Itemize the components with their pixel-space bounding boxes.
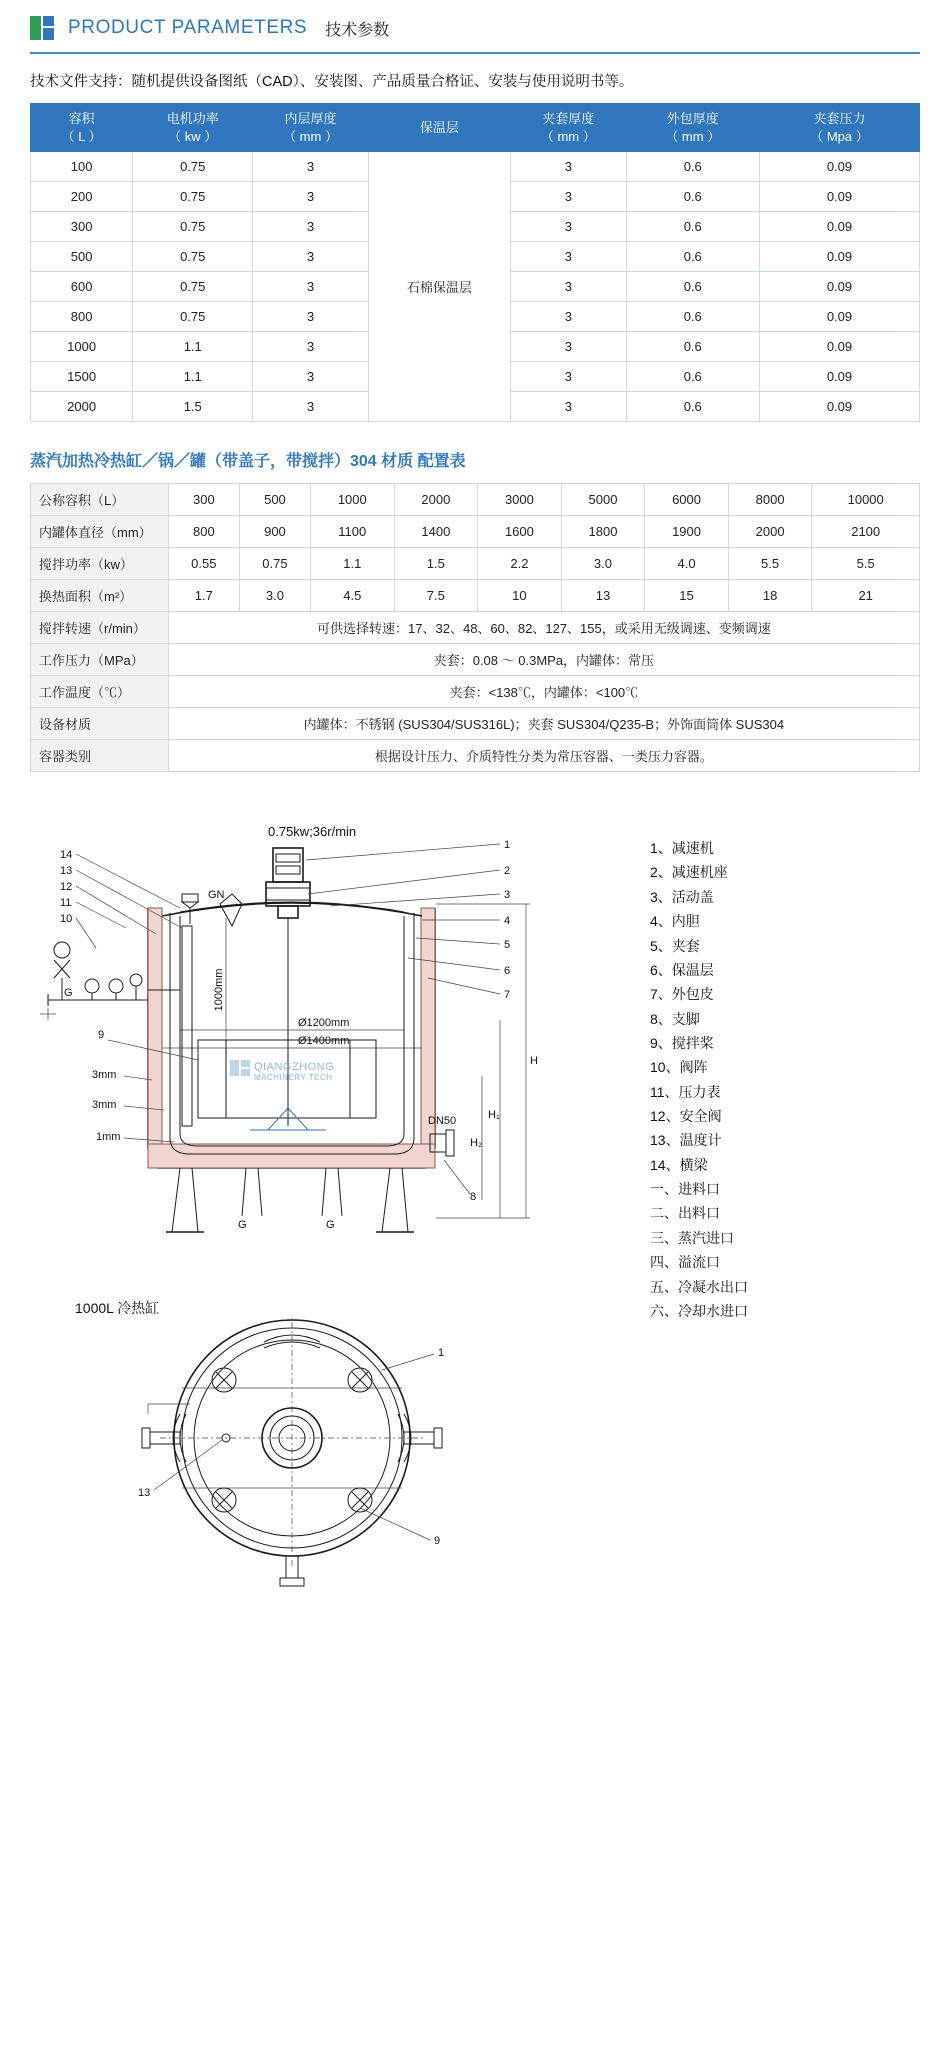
config-cell: 1.1 [311, 548, 395, 580]
cell-inner-thickness: 3 [253, 242, 369, 272]
th-outer-thickness: 外包厚度 （ mm ） [626, 104, 759, 152]
svg-text:G: G [238, 1219, 247, 1232]
config-cell: 5000 [561, 484, 645, 516]
cell-outer-thickness: 0.6 [626, 392, 759, 422]
config-cell: 18 [728, 580, 812, 612]
legend-item: 6、保温层 [650, 961, 714, 978]
config-cell: 7.5 [394, 580, 478, 612]
cell-volume: 1500 [31, 362, 133, 392]
config-cell: 1.7 [168, 580, 239, 612]
plan-callout-13: 13 [138, 1487, 151, 1500]
cell-inner-thickness: 3 [253, 392, 369, 422]
cell-outer-thickness: 0.6 [626, 302, 759, 332]
config-row-label: 容器类别 [31, 740, 169, 772]
config-row-label: 工作压力（MPa） [31, 644, 169, 676]
config-cell: 6000 [645, 484, 729, 516]
cell-jacket-pressure: 0.09 [759, 242, 919, 272]
callout-4: 4 [504, 915, 511, 928]
thickness-label-1: 3mm [92, 1069, 117, 1082]
config-cell: 1000 [311, 484, 395, 516]
plan-drawing [30, 1318, 630, 1588]
figure-caption: 1000L 冷热缸 [75, 1300, 160, 1317]
config-row-label: 搅拌功率（kw） [31, 548, 169, 580]
svg-text:GN: GN [208, 889, 225, 902]
cell-outer-thickness: 0.6 [626, 242, 759, 272]
config-row-label: 搅拌转速（r/min） [31, 612, 169, 644]
cell-volume: 500 [31, 242, 133, 272]
legend-item: 11、压力表 [650, 1083, 721, 1100]
section-title-config: 蒸汽加热冷热缸／锅／罐（带盖子，带搅拌）304 材质 配置表 [30, 453, 466, 471]
config-cell-merged: 内罐体：不锈钢 (SUS304/SUS316L)；夹套 SUS304/Q235-B；外饰面筒体 SUS304 [168, 708, 919, 740]
cell-jacket-thickness: 3 [511, 212, 627, 242]
config-row-label: 工作温度（℃） [31, 676, 169, 708]
page-title-en: PRODUCT PARAMETERS [68, 17, 308, 38]
legend-list [650, 836, 748, 1323]
cell-volume: 300 [31, 212, 133, 242]
config-cell: 3.0 [239, 580, 310, 612]
table-row [31, 152, 920, 182]
callout-13: 13 [60, 865, 73, 878]
cell-motor-power: 0.75 [133, 212, 253, 242]
config-cell-merged: 夹套：0.08 ～ 0.3MPa，内罐体：常压 [168, 644, 919, 676]
cell-inner-thickness: 3 [253, 362, 369, 392]
callout-14: 14 [60, 849, 73, 862]
cell-outer-thickness: 0.6 [626, 272, 759, 302]
cell-volume: 800 [31, 302, 133, 332]
config-cell: 0.75 [239, 548, 310, 580]
dimension-H2: H₂ [470, 1137, 483, 1150]
config-cell-merged: 夹套：<138℃，内罐体：<100℃ [168, 676, 919, 708]
legend-item: 六、冷却水进口 [650, 1302, 748, 1319]
cell-inner-thickness: 3 [253, 182, 369, 212]
cell-jacket-thickness: 3 [511, 182, 627, 212]
logo-icon [30, 14, 58, 42]
legend-item: 五、冷凝水出口 [650, 1278, 748, 1295]
legend-item: 10、阀阵 [650, 1059, 708, 1076]
config-cell: 5.5 [812, 548, 920, 580]
cell-jacket-thickness: 3 [511, 302, 627, 332]
cell-jacket-thickness: 3 [511, 272, 627, 302]
th-inner-thickness: 内层厚度 （ mm ） [253, 104, 369, 152]
callout-6: 6 [504, 965, 511, 978]
th-insulation: 保温层 [368, 104, 510, 152]
config-row-label: 公称容积（L） [31, 484, 169, 516]
cell-volume: 600 [31, 272, 133, 302]
config-cell: 4.5 [311, 580, 395, 612]
config-cell: 500 [239, 484, 310, 516]
config-cell: 2000 [394, 484, 478, 516]
legend-item: 二、出料口 [650, 1205, 720, 1222]
plan-callout-1: 1 [438, 1347, 445, 1360]
config-cell: 1.5 [394, 548, 478, 580]
config-cell: 1400 [394, 516, 478, 548]
thickness-label-2: 3mm [92, 1099, 117, 1112]
cell-volume: 100 [31, 152, 133, 182]
cell-motor-power: 0.75 [133, 302, 253, 332]
th-jacket-pressure: 夹套压力 （ Mpa ） [759, 104, 919, 152]
thickness-label-3: 1mm [96, 1131, 121, 1144]
cell-jacket-pressure: 0.09 [759, 272, 919, 302]
inner-diameter-label: Ø1200mm [298, 1017, 350, 1030]
callout-10: 10 [60, 913, 73, 926]
callout-3: 3 [504, 889, 511, 902]
config-cell-merged: 根据设计压力、介质特性分类为常压容器、一类压力容器。 [168, 740, 919, 772]
config-cell: 3.0 [561, 548, 645, 580]
cell-jacket-pressure: 0.09 [759, 302, 919, 332]
cell-volume: 2000 [31, 392, 133, 422]
cell-motor-power: 0.75 [133, 182, 253, 212]
config-row [31, 548, 920, 580]
config-row [31, 580, 920, 612]
callout-9: 9 [98, 1029, 105, 1042]
config-cell: 0.55 [168, 548, 239, 580]
cell-outer-thickness: 0.6 [626, 362, 759, 392]
cell-jacket-thickness: 3 [511, 362, 627, 392]
config-row [31, 740, 920, 772]
cell-motor-power: 1.1 [133, 332, 253, 362]
callout-11: 11 [60, 897, 72, 910]
cell-motor-power: 0.75 [133, 152, 253, 182]
callout-1: 1 [504, 839, 511, 852]
svg-text:G: G [326, 1219, 335, 1232]
cell-jacket-thickness: 3 [511, 152, 627, 182]
legend-item: 7、外包皮 [650, 986, 714, 1003]
legend-item: 4、内胆 [650, 913, 700, 930]
legend-item: 12、安全阀 [650, 1108, 722, 1125]
callout-2: 2 [504, 865, 511, 878]
config-cell: 1600 [478, 516, 562, 548]
config-row-label: 内罐体直径（mm） [31, 516, 169, 548]
nozzle-label: DN50 [428, 1115, 457, 1128]
cell-jacket-thickness: 3 [511, 332, 627, 362]
legend-item: 三、蒸汽进口 [650, 1229, 734, 1246]
legend-item: 14、横梁 [650, 1156, 708, 1173]
config-cell: 13 [561, 580, 645, 612]
config-cell: 800 [168, 516, 239, 548]
cell-jacket-pressure: 0.09 [759, 392, 919, 422]
cell-jacket-thickness: 3 [511, 392, 627, 422]
cell-motor-power: 1.5 [133, 392, 253, 422]
config-row [31, 676, 920, 708]
cell-volume: 200 [31, 182, 133, 212]
cell-inner-thickness: 3 [253, 302, 369, 332]
config-row [31, 484, 920, 516]
cell-jacket-pressure: 0.09 [759, 152, 919, 182]
config-cell: 300 [168, 484, 239, 516]
config-row [31, 708, 920, 740]
config-row [31, 612, 920, 644]
cell-motor-power: 0.75 [133, 242, 253, 272]
table-header-row [31, 104, 920, 152]
intro-text: 技术文件支持：随机提供设备图纸（CAD）、安装图、产品质量合格证、安装与使用说明书等。 [30, 74, 634, 90]
cell-jacket-thickness: 3 [511, 242, 627, 272]
callout-5: 5 [504, 939, 511, 952]
config-cell: 1800 [561, 516, 645, 548]
cell-outer-thickness: 0.6 [626, 152, 759, 182]
legend-item: 5、夹套 [650, 937, 700, 954]
cell-motor-power: 1.1 [133, 362, 253, 392]
config-cell: 8000 [728, 484, 812, 516]
cell-outer-thickness: 0.6 [626, 212, 759, 242]
legend-item: 13、温度计 [650, 1132, 722, 1149]
config-row-label: 换热面积（m²） [31, 580, 169, 612]
config-cell: 4.0 [645, 548, 729, 580]
watermark-text: QIANGZHONG [254, 1061, 335, 1074]
cell-insulation-layer: 石棉保温层 [368, 152, 510, 422]
legend-item: 一、进料口 [650, 1181, 720, 1198]
config-cell: 10000 [812, 484, 920, 516]
config-cell: 21 [812, 580, 920, 612]
th-volume: 容积 （ L ） [31, 104, 133, 152]
legend-item: 8、支脚 [650, 1010, 700, 1027]
config-cell: 1100 [311, 516, 395, 548]
cell-outer-thickness: 0.6 [626, 182, 759, 212]
config-row [31, 644, 920, 676]
cell-jacket-pressure: 0.09 [759, 362, 919, 392]
cell-outer-thickness: 0.6 [626, 332, 759, 362]
cell-motor-power: 0.75 [133, 272, 253, 302]
legend-item: 2、减速机座 [650, 864, 728, 881]
legend-item: 1、减速机 [650, 840, 714, 857]
config-cell: 10 [478, 580, 562, 612]
page-title-cn: 技术参数 [325, 21, 390, 39]
callout-12: 12 [60, 881, 73, 894]
elevation-drawing [30, 808, 630, 1278]
config-cell: 900 [239, 516, 310, 548]
svg-text:G: G [64, 987, 73, 1000]
configuration-table [30, 483, 920, 772]
cell-volume: 1000 [31, 332, 133, 362]
cell-jacket-pressure: 0.09 [759, 182, 919, 212]
dimension-H1: H₁ [488, 1109, 500, 1122]
config-row [31, 516, 920, 548]
config-cell: 2000 [728, 516, 812, 548]
watermark-subtext: MACHINERY TECH [254, 1073, 333, 1083]
th-jacket-thickness: 夹套厚度 （ mm ） [511, 104, 627, 152]
cell-jacket-pressure: 0.09 [759, 212, 919, 242]
config-cell: 1900 [645, 516, 729, 548]
parameters-table [30, 103, 920, 422]
cell-inner-thickness: 3 [253, 152, 369, 182]
legend-item: 9、搅拌桨 [650, 1034, 714, 1051]
cell-inner-thickness: 3 [253, 212, 369, 242]
cell-inner-thickness: 3 [253, 272, 369, 302]
config-cell: 15 [645, 580, 729, 612]
outer-diameter-label: Ø1400mm [298, 1035, 350, 1048]
plan-callout-9: 9 [434, 1535, 441, 1548]
cell-jacket-pressure: 0.09 [759, 332, 919, 362]
motor-spec-label: 0.75kw;36r/min [268, 824, 357, 840]
legend-item: 3、活动盖 [650, 888, 714, 905]
callout-8: 8 [470, 1191, 477, 1204]
height-dimension-label: 1000mm [213, 968, 225, 1012]
technical-drawing-area [30, 798, 920, 1558]
page-header [30, 0, 920, 52]
config-cell: 2100 [812, 516, 920, 548]
config-cell: 3000 [478, 484, 562, 516]
dimension-H: H [530, 1055, 538, 1068]
config-cell: 5.5 [728, 548, 812, 580]
cell-inner-thickness: 3 [253, 332, 369, 362]
th-motor-power: 电机功率 （ kw ） [133, 104, 253, 152]
callout-7: 7 [504, 989, 511, 1002]
config-cell: 2.2 [478, 548, 562, 580]
legend-item: 四、溢流口 [650, 1254, 720, 1271]
header-divider [30, 52, 920, 54]
watermark-logo [230, 1060, 334, 1082]
config-cell-merged: 可供选择转速：17、32、48、60、82、127、155，或采用无级调速、变频调速 [168, 612, 919, 644]
config-row-label: 设备材质 [31, 708, 169, 740]
